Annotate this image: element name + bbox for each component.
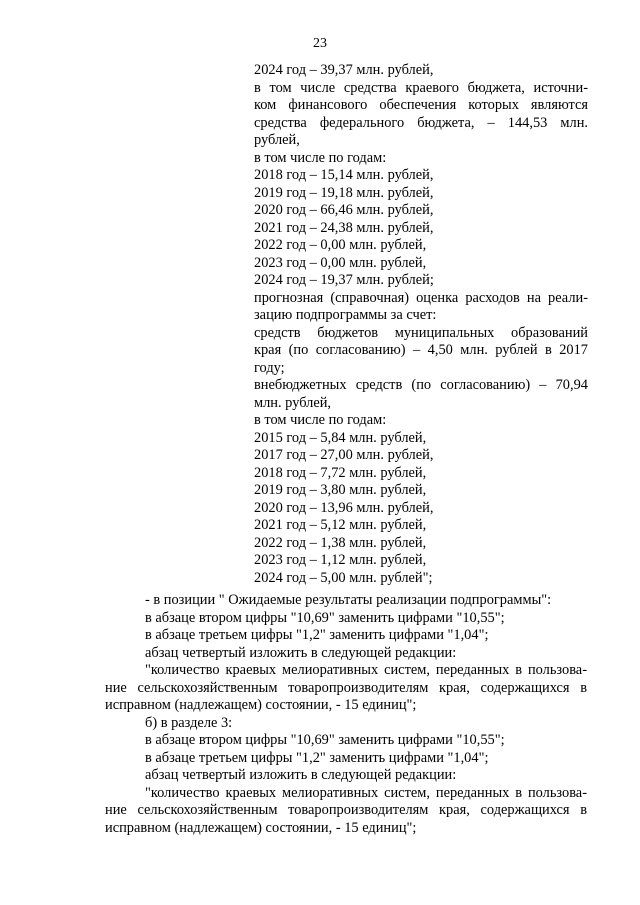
amendment-line: в абзаце втором цифры "10,69" заменить цифрами "10,55";	[145, 609, 505, 626]
text-line: млн. рублей,	[254, 394, 332, 411]
year-line: 2022 год – 1,38 млн. рублей,	[254, 534, 427, 551]
section-line: б) в разделе 3:	[145, 714, 233, 731]
position-line: - в позиции " Ожидаемые результаты реализации подпрограммы":	[145, 592, 552, 608]
text-line: исправном (надлежащем) состоянии, - 15 единиц";	[105, 819, 417, 836]
year-line: 2024 год – 5,00 млн. рублей";	[254, 569, 433, 586]
year-line: 2017 год – 27,00 млн. рублей,	[254, 447, 434, 463]
amendment-line: абзац четвертый изложить в следующей редакции:	[145, 644, 457, 661]
federal-years-list	[254, 167, 588, 290]
offbudget-years-list	[254, 430, 588, 588]
amendment-line: в абзаце третьем цифры "1,2" заменить цифрами "1,04";	[145, 749, 489, 766]
year-2024-total-line: 2024 год – 39,37 млн. рублей,	[254, 62, 434, 78]
page-number: 23	[313, 36, 327, 51]
amendment-line: абзац четвертый изложить в следующей редакции:	[145, 767, 457, 783]
year-line: 2019 год – 19,18 млн. рублей,	[254, 184, 434, 201]
amendment-line: в абзаце третьем цифры "1,2" заменить цифрами "1,04";	[145, 627, 489, 643]
year-line: 2023 год – 0,00 млн. рублей,	[254, 254, 427, 271]
text-line: ние сельскохозяйственным товаропроизводителям края, содержащихся в	[105, 679, 587, 696]
quoted-paragraph	[105, 662, 587, 715]
offbudget-paragraph	[254, 377, 588, 412]
year-line: 2022 год – 0,00 млн. рублей,	[254, 237, 427, 253]
year-line: 2024 год – 19,37 млн. рублей;	[254, 272, 434, 288]
text-line: в том числе средства краевого бюджета, источни-	[254, 79, 588, 96]
funding-column	[254, 62, 588, 587]
year-line: 2018 год – 7,72 млн. рублей,	[254, 464, 427, 481]
text-line: прогнозная (справочная) оценка расходов на реали-	[254, 289, 588, 306]
year-line: 2023 год – 1,12 млн. рублей,	[254, 552, 427, 568]
year-line: 2020 год – 13,96 млн. рублей,	[254, 499, 434, 516]
year-line: 2020 год – 66,46 млн. рублей,	[254, 202, 434, 218]
quoted-paragraph	[105, 785, 587, 838]
amendment-line: в абзаце втором цифры "10,69" заменить цифрами "10,55";	[145, 732, 505, 748]
text-line: рублей,	[254, 132, 300, 148]
text-line: края (по согласованию) – 4,50 млн. рублей в 2017	[254, 342, 588, 358]
by-years-label: в том числе по годам:	[254, 149, 387, 166]
year-line: 2018 год – 15,14 млн. рублей,	[254, 167, 434, 183]
text-line: средства федерального бюджета, – 144,53 млн.	[254, 114, 588, 131]
year-line: 2021 год – 24,38 млн. рублей,	[254, 219, 434, 236]
text-line: году;	[254, 359, 285, 376]
text-line: ние сельскохозяйственным товаропроизводителям края, содержащихся в	[105, 802, 587, 818]
text-line: зацию подпрограммы за счет:	[254, 307, 437, 323]
regional-budget-paragraph	[254, 80, 588, 150]
text-line: средств бюджетов муниципальных образований	[254, 324, 588, 341]
year-line: 2015 год – 5,84 млн. рублей,	[254, 429, 427, 446]
forecast-paragraph	[254, 290, 588, 325]
text-line: ком финансового обеспечения которых являются	[254, 97, 588, 113]
text-line: "количество краевых мелиоративных систем, переданных в пользова-	[145, 784, 587, 801]
text-line: "количество краевых мелиоративных систем, переданных в пользова-	[145, 662, 587, 678]
year-line: 2021 год – 5,12 млн. рублей,	[254, 517, 427, 533]
year-line: 2019 год – 3,80 млн. рублей,	[254, 482, 427, 498]
text-line: исправном (надлежащем) состоянии, - 15 единиц";	[105, 697, 417, 713]
amendments-body	[105, 592, 587, 837]
by-years-label: в том числе по годам:	[254, 412, 387, 428]
text-line: внебюджетных средств (по согласованию) – 70,94	[254, 377, 588, 393]
municipal-paragraph	[254, 325, 588, 378]
